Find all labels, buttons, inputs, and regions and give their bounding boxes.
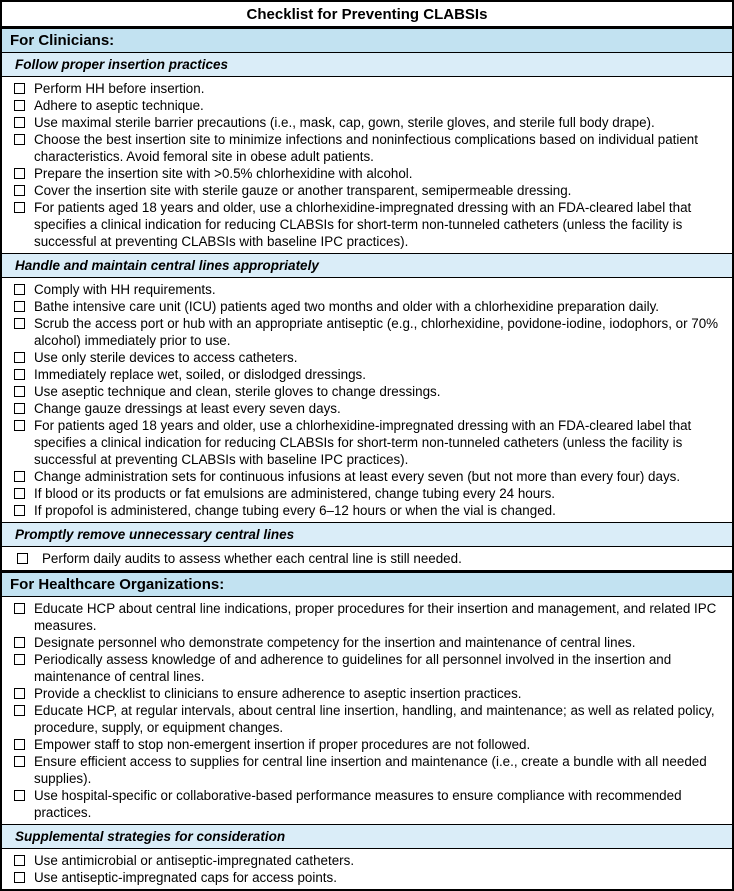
- checklist-item: [2, 468, 722, 485]
- checklist-item: [2, 131, 722, 165]
- checklist-item: [2, 383, 722, 400]
- checklist-item: [2, 485, 722, 502]
- checklist-item: [2, 114, 722, 131]
- checkbox[interactable]: [14, 318, 25, 329]
- items-block: [2, 597, 732, 825]
- checklist-item: [2, 600, 722, 634]
- checklist-item-text: Educate HCP about central line indications, proper procedures for their insertion and management, and related IPC measures.: [34, 601, 717, 633]
- section-header: For Clinicians:: [2, 29, 732, 53]
- checklist-item-text: Ensure efficient access to supplies for central line insertion and maintenance (i.e., create a bundle with all needed supplies).: [34, 754, 707, 786]
- checkbox[interactable]: [14, 134, 25, 145]
- checkbox[interactable]: [14, 855, 25, 866]
- checklist-item-text: Designate personnel who demonstrate competency for the insertion and maintenance of central lines.: [34, 635, 636, 650]
- checkbox[interactable]: [14, 637, 25, 648]
- checklist-item: [2, 366, 722, 383]
- checklist-item-text: Change administration sets for continuous infusions at least every seven (but not more than every four) days.: [34, 469, 681, 484]
- checklist-item: [2, 634, 722, 651]
- checklist-item: [2, 281, 722, 298]
- checklist-item-text: Comply with HH requirements.: [34, 282, 216, 297]
- checkbox[interactable]: [14, 352, 25, 363]
- group-subheader: Handle and maintain central lines appropriately: [2, 254, 732, 278]
- checklist-item: [2, 417, 722, 468]
- checkbox[interactable]: [14, 603, 25, 614]
- checkbox[interactable]: [14, 117, 25, 128]
- checklist-item: [2, 702, 722, 736]
- checkbox[interactable]: [14, 202, 25, 213]
- checklist-item: [2, 736, 722, 753]
- checklist-item-text: Change gauze dressings at least every seven days.: [34, 401, 341, 416]
- checklist-item-text: If propofol is administered, change tubing every 6–12 hours or when the vial is changed.: [34, 503, 556, 518]
- checkbox[interactable]: [14, 168, 25, 179]
- checklist-item: [2, 651, 722, 685]
- checklist-item: [2, 349, 722, 366]
- checklist-item-text: Provide a checklist to clinicians to ensure adherence to aseptic insertion practices.: [34, 686, 522, 701]
- checklist-item: [2, 400, 722, 417]
- checklist-item-text: Use hospital-specific or collaborative-based performance measures to ensure compliance with recommended practices.: [34, 788, 682, 820]
- checkbox[interactable]: [14, 505, 25, 516]
- checklist-item: [2, 298, 722, 315]
- checklist-item: [2, 869, 722, 886]
- checklist-item-text: Educate HCP, at regular intervals, about central line insertion, handling, and maintenance; as well as related policy, procedure, supply, or equipment changes.: [34, 703, 715, 735]
- checklist-item: [2, 199, 722, 250]
- items-block: [2, 849, 732, 889]
- checklist-item-text: Empower staff to stop non-emergent insertion if proper procedures are not followed.: [34, 737, 531, 752]
- group-subheader: Promptly remove unnecessary central lines: [2, 523, 732, 547]
- checkbox[interactable]: [14, 872, 25, 883]
- group-subheader: Supplemental strategies for consideration: [2, 825, 732, 849]
- checklist-item-text: Use maximal sterile barrier precautions (i.e., mask, cap, gown, sterile gloves, and sterile full body drape).: [34, 115, 655, 130]
- checklist-body: [2, 29, 732, 889]
- checkbox[interactable]: [14, 705, 25, 716]
- checklist-item-text: Use aseptic technique and clean, sterile gloves to change dressings.: [34, 384, 441, 399]
- checklist-item: [2, 502, 722, 519]
- checklist-item-text: Scrub the access port or hub with an appropriate antiseptic (e.g., chlorhexidine, povidone-iodine, iodophors, or 70% alcohol) immediately prior to use.: [34, 316, 719, 348]
- items-block: [2, 278, 732, 523]
- checkbox[interactable]: [14, 403, 25, 414]
- checklist-item-text: Use only sterile devices to access catheters.: [34, 350, 298, 365]
- checklist-item: [2, 97, 722, 114]
- checklist-item: [2, 852, 722, 869]
- checklist-item-text: Bathe intensive care unit (ICU) patients aged two months and older with a chlorhexidine preparation daily.: [34, 299, 659, 314]
- checkbox[interactable]: [14, 739, 25, 750]
- checklist-item-text: If blood or its products or fat emulsions are administered, change tubing every 24 hours.: [34, 486, 556, 501]
- checklist-item-text: Adhere to aseptic technique.: [34, 98, 204, 113]
- checklist-item-text: For patients aged 18 years and older, use a chlorhexidine-impregnated dressing with an FDA-cleared label that specifies a clinical indication for reducing CLABSIs for short-term non-tunneled catheters (unless the facility is successful at preventing CLABSIs with baseline IPC practices).: [34, 418, 692, 467]
- checkbox[interactable]: [14, 185, 25, 196]
- checkbox[interactable]: [14, 284, 25, 295]
- checklist-item-text: Use antimicrobial or antiseptic-impregnated catheters.: [34, 853, 355, 868]
- checkbox[interactable]: [14, 471, 25, 482]
- checkbox[interactable]: [14, 756, 25, 767]
- checklist-item-text: Use antiseptic-impregnated caps for access points.: [34, 870, 337, 885]
- checklist-item: [2, 80, 722, 97]
- checklist-item: [2, 753, 722, 787]
- checkbox[interactable]: [14, 420, 25, 431]
- items-block: [2, 77, 732, 254]
- checklist-item-text: For patients aged 18 years and older, use a chlorhexidine-impregnated dressing with an FDA-cleared label that specifies a clinical indication for reducing CLABSIs for short-term non-tunneled catheters (unless the facility is successful at preventing CLABSIs with baseline IPC practices).: [34, 200, 692, 249]
- page-title: Checklist for Preventing CLABSIs: [2, 2, 732, 29]
- checkbox[interactable]: [14, 488, 25, 499]
- checklist-item-text: Prepare the insertion site with >0.5% chlorhexidine with alcohol.: [34, 166, 413, 181]
- checkbox[interactable]: [14, 654, 25, 665]
- checkbox[interactable]: [17, 553, 28, 564]
- checkbox[interactable]: [14, 688, 25, 699]
- checklist-item: [2, 315, 722, 349]
- checklist-item-text: Perform daily audits to assess whether each central line is still needed.: [42, 551, 462, 566]
- checklist-item-text: Immediately replace wet, soiled, or dislodged dressings.: [34, 367, 366, 382]
- checkbox[interactable]: [14, 100, 25, 111]
- checklist-item: [2, 182, 722, 199]
- checklist-item-text: Choose the best insertion site to minimize infections and noninfectious complications based on individual patient characteristics. Avoid femoral site in obese adult patients.: [34, 132, 698, 164]
- checkbox[interactable]: [14, 790, 25, 801]
- checkbox[interactable]: [14, 301, 25, 312]
- items-block: [2, 547, 732, 573]
- checkbox[interactable]: [14, 386, 25, 397]
- checklist-item-text: Cover the insertion site with sterile gauze or another transparent, semipermeable dressing.: [34, 183, 572, 198]
- checklist-item: [2, 787, 722, 821]
- checklist-item-text: Perform HH before insertion.: [34, 81, 205, 96]
- checklist-item: [2, 550, 722, 567]
- section-header: For Healthcare Organizations:: [2, 573, 732, 597]
- group-subheader: Follow proper insertion practices: [2, 53, 732, 77]
- checklist-item-text: Periodically assess knowledge of and adherence to guidelines for all personnel involved in the insertion and maintenance of central lines.: [34, 652, 672, 684]
- checklist-item: [2, 165, 722, 182]
- checkbox[interactable]: [14, 83, 25, 94]
- checklist-item: [2, 685, 722, 702]
- checkbox[interactable]: [14, 369, 25, 380]
